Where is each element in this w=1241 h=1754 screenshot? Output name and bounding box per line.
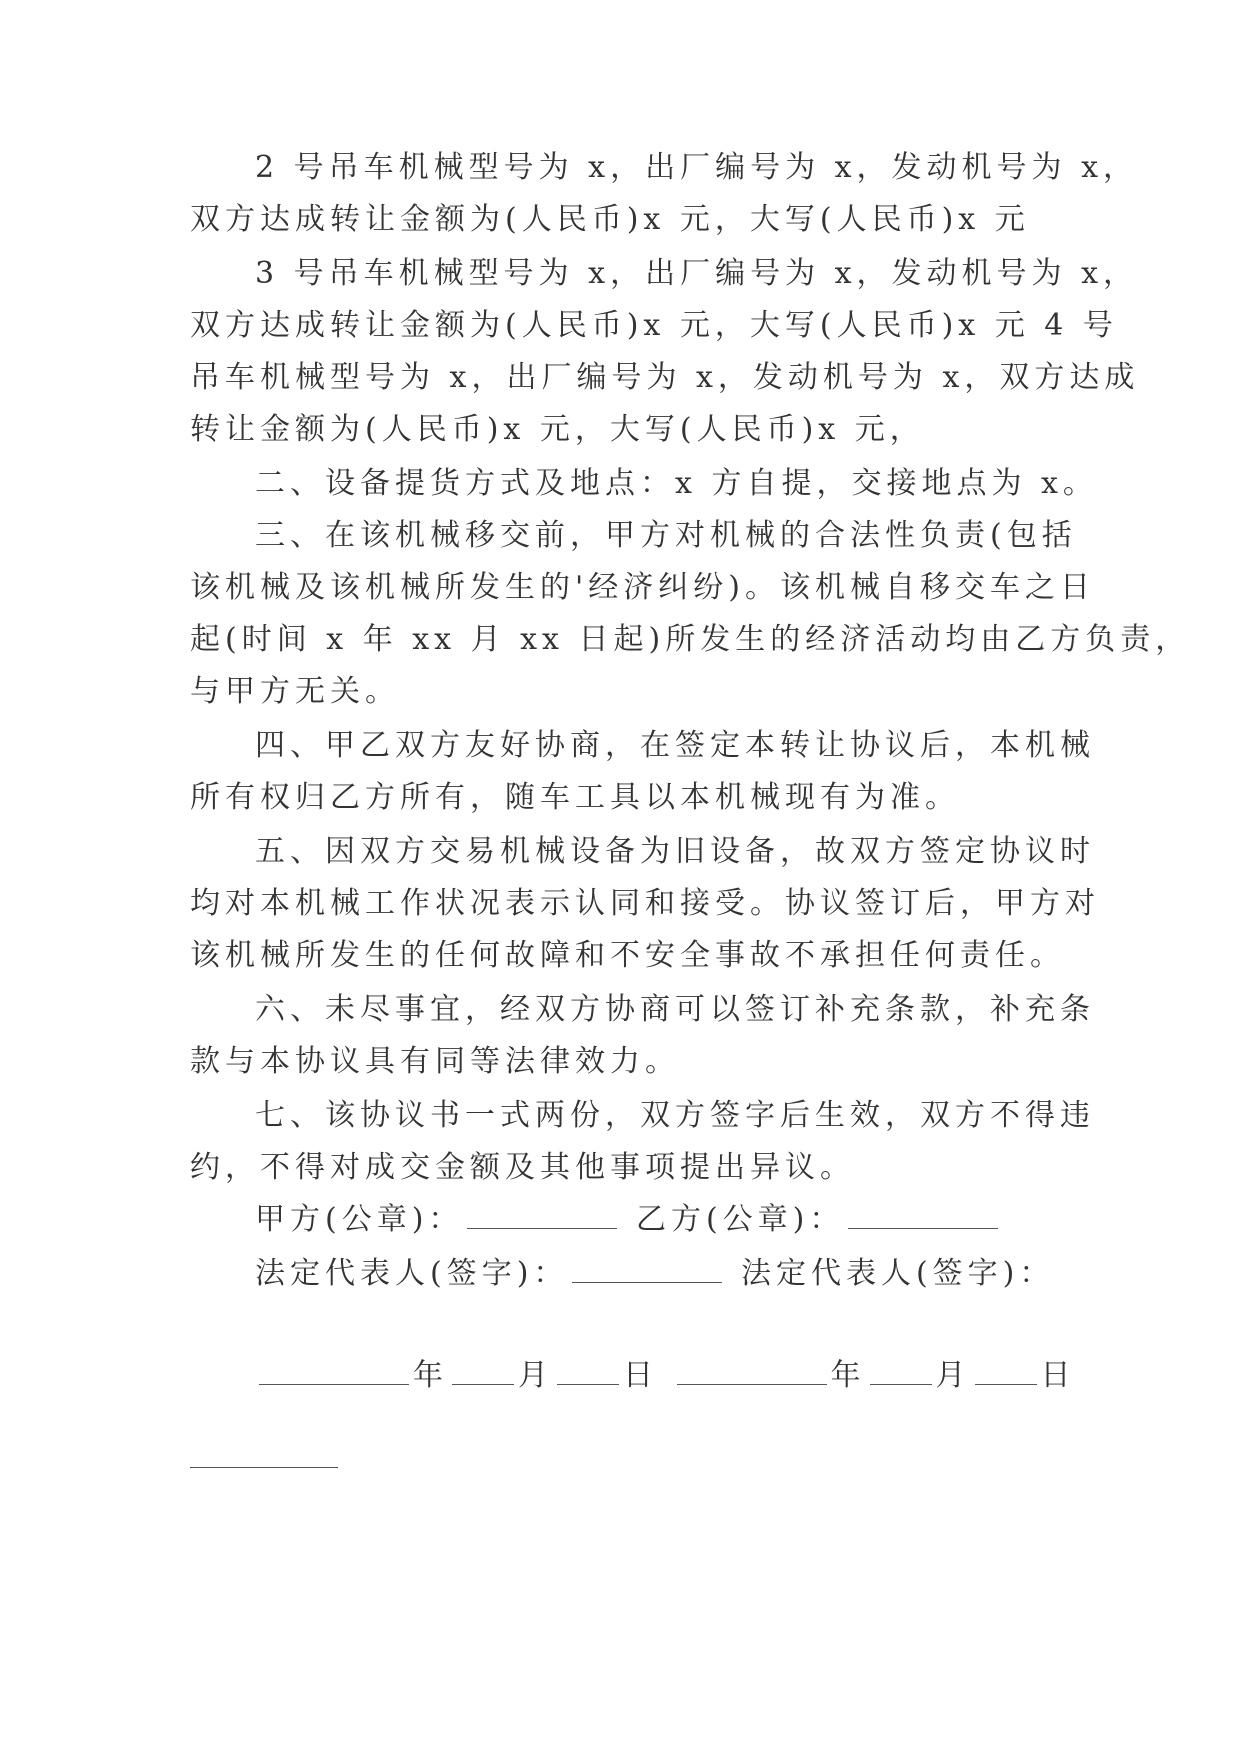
text-line: 二、设备提货方式及地点：x 方自提，交接地点为 x。 — [255, 466, 1098, 501]
text-line: 该机械所发生的任何故障和不安全事故不承担任何责任。 — [190, 938, 1065, 973]
text-line: 四、甲乙双方友好协商，在签定本转让协议后，本机械 — [255, 728, 1095, 763]
day-label: 日 — [623, 1358, 658, 1393]
text-line: 五、因双方交易机械设备为旧设备，故双方签定协议时 — [255, 834, 1095, 869]
text-line: 所有权归乙方所有，随车工具以本机械现有为准。 — [190, 780, 960, 815]
text-line: 与甲方无关。 — [190, 674, 400, 709]
month-label: 月 — [935, 1358, 971, 1393]
text-line: 三、在该机械移交前，甲方对机械的合法性负责(包括 — [255, 518, 1077, 553]
rep-a-blank — [572, 1256, 722, 1283]
text-line: 起(时间 x 年 xx 月 xx 日起)所发生的经济活动均由乙方负责， — [190, 622, 1191, 657]
year-label: 年 — [830, 1358, 866, 1393]
text-line: 款与本协议具有同等法律效力。 — [190, 1044, 680, 1079]
year-label: 年 — [413, 1358, 448, 1393]
party-a-seal-label: 甲方(公章)： — [255, 1202, 464, 1237]
text-line: 七、该协议书一式两份，双方签字后生效，双方不得违 — [255, 1098, 1095, 1133]
year-a-blank — [259, 1358, 409, 1385]
party-b-seal-label: 乙方(公章)： — [635, 1202, 845, 1237]
party-a-seal-blank — [467, 1202, 617, 1229]
text-line: 六、未尽事宜，经双方协商可以签订补充条款，补充条 — [255, 992, 1095, 1027]
day-a-blank — [557, 1358, 619, 1385]
rep-b-blank — [190, 1467, 338, 1468]
text-line: 3 号吊车机械型号为 x，出厂编号为 x，发动机号为 x， — [255, 256, 1138, 291]
text-line: 均对本机械工作状况表示认同和接受。协议签订后，甲方对 — [190, 886, 1100, 921]
day-label: 日 — [1040, 1358, 1076, 1393]
text-line: 约，不得对成交金额及其他事项提出异议。 — [190, 1150, 855, 1185]
rep-a-label: 法定代表人(签字)： — [255, 1256, 569, 1291]
date-line — [255, 1356, 1076, 1396]
text-line: 2 号吊车机械型号为 x，出厂编号为 x，发动机号为 x， — [255, 150, 1138, 185]
party-b-seal-blank — [848, 1202, 998, 1229]
representative-line — [255, 1254, 1054, 1294]
day-b-blank — [975, 1358, 1037, 1385]
text-line: 吊车机械型号为 x，出厂编号为 x，发动机号为 x，双方达成 — [190, 360, 1140, 395]
text-line: 转让金额为(人民币)x 元，大写(人民币)x 元， — [190, 412, 925, 447]
month-a-blank — [452, 1358, 514, 1385]
year-b-blank — [677, 1358, 827, 1385]
text-line: 该机械及该机械所发生的'经济纠纷)。该机械自移交车之日 — [190, 570, 1095, 605]
month-label: 月 — [518, 1358, 553, 1393]
month-b-blank — [870, 1358, 932, 1385]
seal-line — [255, 1200, 1002, 1240]
text-line: 双方达成转让金额为(人民币)x 元，大写(人民币)x 元 4 号 — [190, 308, 1118, 343]
rep-b-label: 法定代表人(签字)： — [740, 1256, 1055, 1291]
text-line: 双方达成转让金额为(人民币)x 元，大写(人民币)x 元 — [190, 202, 1030, 237]
